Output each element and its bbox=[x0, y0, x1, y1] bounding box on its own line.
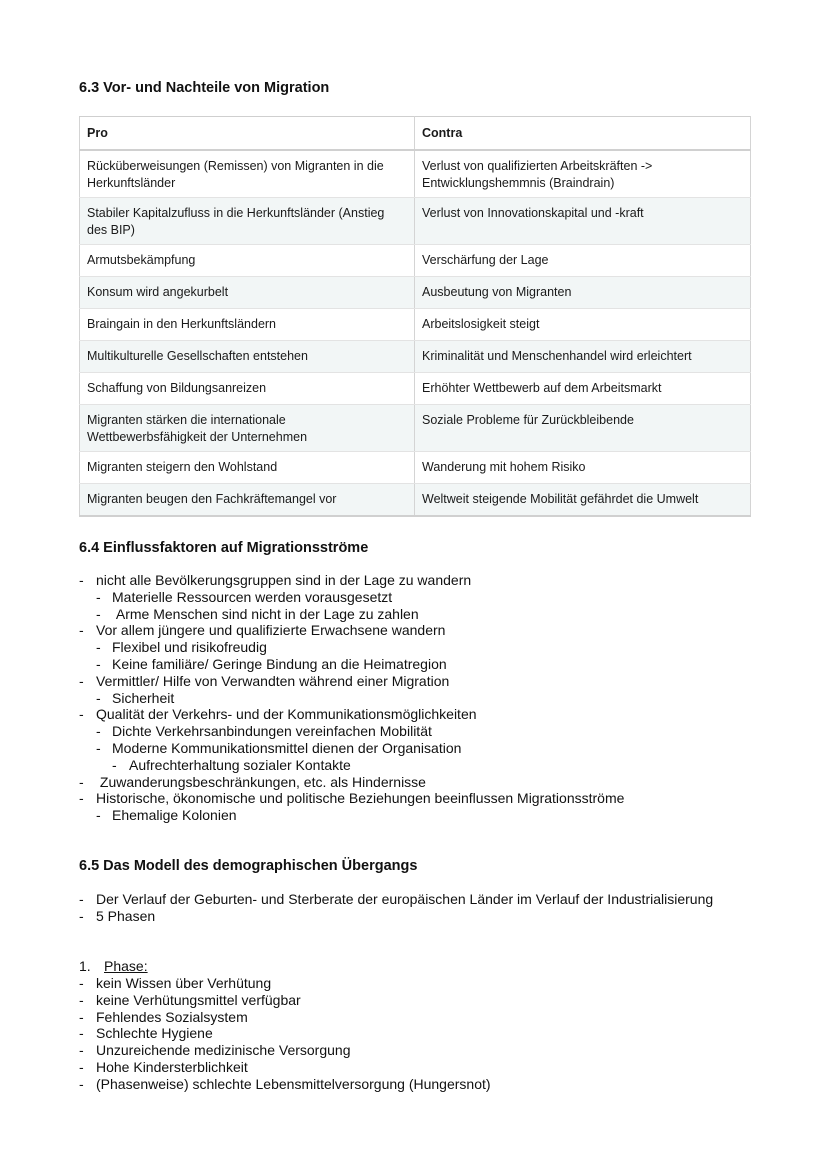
list-item-text: Aufrechterhaltung sozialer Kontakte bbox=[129, 756, 351, 773]
list-item-text: Der Verlauf der Geburten- und Sterberate der europäischen Länder im Verlauf der Industrialisierung bbox=[96, 891, 714, 907]
section-title-6-4: 6.4 Einflussfaktoren auf Migrationsströme bbox=[79, 540, 369, 556]
pro-cell: Armutsbekämpfung bbox=[80, 245, 415, 277]
list-item bbox=[79, 740, 779, 757]
table-row bbox=[80, 245, 751, 277]
dash-marker: - bbox=[79, 1042, 84, 1059]
phase-label: Phase: bbox=[104, 958, 148, 974]
dash-marker: - bbox=[79, 1008, 84, 1025]
list-item-text: Vor allem jüngere und qualifizierte Erwachsene wandern bbox=[96, 622, 446, 639]
influence-factors-list bbox=[79, 572, 779, 824]
list-item-text: kein Wissen über Verhütung bbox=[96, 975, 272, 991]
pro-cell: Migranten beugen den Fachkräftemangel vor bbox=[80, 484, 415, 517]
contra-cell: Wanderung mit hohem Risiko bbox=[415, 452, 751, 484]
contra-cell: Arbeitslosigkeit steigt bbox=[415, 309, 751, 341]
table-row bbox=[80, 373, 751, 405]
list-item bbox=[79, 690, 779, 707]
table-row bbox=[80, 405, 751, 452]
list-item-text: Vermittler/ Hilfe von Verwandten während einer Migration bbox=[96, 672, 450, 689]
table-row bbox=[80, 452, 751, 484]
pro-contra-table bbox=[79, 116, 751, 517]
list-item bbox=[79, 807, 779, 824]
dash-marker: - bbox=[112, 756, 117, 773]
contra-cell: Verschärfung der Lage bbox=[415, 245, 751, 277]
dash-marker: - bbox=[79, 891, 84, 907]
list-item bbox=[79, 706, 779, 723]
dash-marker: - bbox=[79, 907, 84, 924]
dash-marker: - bbox=[96, 655, 101, 672]
list-item-text: Sicherheit bbox=[112, 689, 175, 706]
list-item bbox=[79, 1009, 739, 1026]
list-item-text: Materielle Ressourcen werden vorausgesetzt bbox=[112, 588, 393, 605]
list-item-text: Ehemalige Kolonien bbox=[112, 807, 237, 824]
dash-marker: - bbox=[79, 975, 84, 991]
table-header-row bbox=[80, 117, 751, 151]
list-item-text: Historische, ökonomische und politische Beziehungen beeinflussen Migrationsströme bbox=[96, 790, 625, 807]
list-item-text: (Phasenweise) schlechte Lebensmittelversorgung (Hungersnot) bbox=[96, 1075, 491, 1092]
dash-marker: - bbox=[79, 706, 84, 723]
list-item bbox=[79, 572, 779, 589]
list-item-text: 5 Phasen bbox=[96, 907, 156, 924]
list-item bbox=[79, 1076, 739, 1093]
list-item-text: Moderne Kommunikationsmittel dienen der Organisation bbox=[112, 739, 462, 756]
table-row bbox=[80, 198, 751, 245]
list-item bbox=[79, 606, 779, 623]
dash-marker: - bbox=[96, 689, 101, 706]
contra-cell: Erhöhter Wettbewerb auf dem Arbeitsmarkt bbox=[415, 373, 751, 405]
list-item-text: Fehlendes Sozialsystem bbox=[96, 1008, 248, 1025]
table-row bbox=[80, 341, 751, 373]
list-item bbox=[79, 1042, 739, 1059]
phase-1-list bbox=[79, 975, 739, 1093]
dash-marker: - bbox=[96, 639, 101, 656]
dash-marker: - bbox=[79, 572, 84, 588]
list-item bbox=[79, 1059, 739, 1076]
contra-cell: Soziale Probleme für Zurückbleibende bbox=[415, 405, 751, 452]
contra-cell: Kriminalität und Menschenhandel wird erleichtert bbox=[415, 341, 751, 373]
list-item-text: Hohe Kindersterblichkeit bbox=[96, 1058, 248, 1075]
list-item-text: Unzureichende medizinische Versorgung bbox=[96, 1042, 351, 1059]
list-item bbox=[79, 622, 779, 639]
pro-cell: Schaffung von Bildungsanreizen bbox=[80, 373, 415, 405]
list-item bbox=[79, 790, 779, 807]
list-item-text: Keine familiäre/ Geringe Bindung an die Heimatregion bbox=[112, 655, 447, 672]
contra-cell: Weltweit steigende Mobilität gefährdet die Umwelt bbox=[415, 484, 751, 517]
header-contra: Contra bbox=[415, 117, 751, 151]
list-item bbox=[79, 589, 779, 606]
dash-marker: - bbox=[96, 807, 101, 824]
dash-marker: - bbox=[79, 672, 84, 689]
pro-cell: Braingain in den Herkunftsländern bbox=[80, 309, 415, 341]
table-row bbox=[80, 484, 751, 517]
dash-marker: - bbox=[79, 790, 84, 807]
table-row bbox=[80, 309, 751, 341]
list-item bbox=[79, 757, 779, 774]
list-item-text: Qualität der Verkehrs- und der Kommunikationsmöglichkeiten bbox=[96, 706, 477, 723]
list-item bbox=[79, 639, 779, 656]
list-item bbox=[79, 656, 779, 673]
list-item-text: Flexibel und risikofreudig bbox=[112, 639, 267, 656]
list-item bbox=[79, 774, 779, 791]
dash-marker: - bbox=[96, 605, 101, 622]
contra-cell: Ausbeutung von Migranten bbox=[415, 277, 751, 309]
list-item bbox=[79, 723, 779, 740]
demographic-intro-list bbox=[79, 891, 739, 925]
pro-cell: Stabiler Kapitalzufluss in die Herkunftsländer (Anstieg des BIP) bbox=[80, 198, 415, 245]
dash-marker: - bbox=[79, 622, 84, 639]
contra-cell: Verlust von qualifizierten Arbeitskräften -> Entwicklungshemmnis (Braindrain) bbox=[415, 150, 751, 198]
section-title-6-5: 6.5 Das Modell des demographischen Übergangs bbox=[79, 858, 418, 874]
contra-cell: Verlust von Innovationskapital und -kraft bbox=[415, 198, 751, 245]
list-item-text: nicht alle Bevölkerungsgruppen sind in der Lage zu wandern bbox=[96, 572, 472, 588]
list-item-text: Arme Menschen sind nicht in der Lage zu zahlen bbox=[112, 605, 419, 622]
list-item bbox=[79, 975, 739, 992]
section-title-6-3: 6.3 Vor- und Nachteile von Migration bbox=[79, 80, 330, 96]
list-item-text: keine Verhütungsmittel verfügbar bbox=[96, 991, 301, 1008]
header-pro: Pro bbox=[80, 117, 415, 151]
pro-cell: Rücküberweisungen (Remissen) von Migranten in die Herkunftsländer bbox=[80, 150, 415, 198]
dash-marker: - bbox=[79, 1075, 84, 1092]
table-row bbox=[80, 150, 751, 198]
pro-cell: Konsum wird angekurbelt bbox=[80, 277, 415, 309]
list-item-text: Zuwanderungsbeschränkungen, etc. als Hindernisse bbox=[96, 773, 426, 790]
dash-marker: - bbox=[96, 588, 101, 605]
phase-number: 1. bbox=[79, 958, 91, 974]
list-item bbox=[79, 1025, 739, 1042]
pro-cell: Migranten steigern den Wohlstand bbox=[80, 452, 415, 484]
dash-marker: - bbox=[79, 991, 84, 1008]
list-item bbox=[79, 992, 739, 1009]
list-item-text: Schlechte Hygiene bbox=[96, 1025, 213, 1042]
list-item bbox=[79, 673, 779, 690]
table-row bbox=[80, 277, 751, 309]
list-item bbox=[79, 891, 739, 908]
dash-marker: - bbox=[79, 773, 84, 790]
pro-cell: Multikulturelle Gesellschaften entstehen bbox=[80, 341, 415, 373]
dash-marker: - bbox=[96, 739, 101, 756]
list-item-text: Dichte Verkehrsanbindungen vereinfachen Mobilität bbox=[112, 723, 432, 740]
dash-marker: - bbox=[96, 723, 101, 740]
list-item bbox=[79, 908, 739, 925]
dash-marker: - bbox=[79, 1058, 84, 1075]
phase-1-heading bbox=[79, 958, 148, 975]
pro-cell: Migranten stärken die internationale Wettbewerbsfähigkeit der Unternehmen bbox=[80, 405, 415, 452]
dash-marker: - bbox=[79, 1025, 84, 1042]
